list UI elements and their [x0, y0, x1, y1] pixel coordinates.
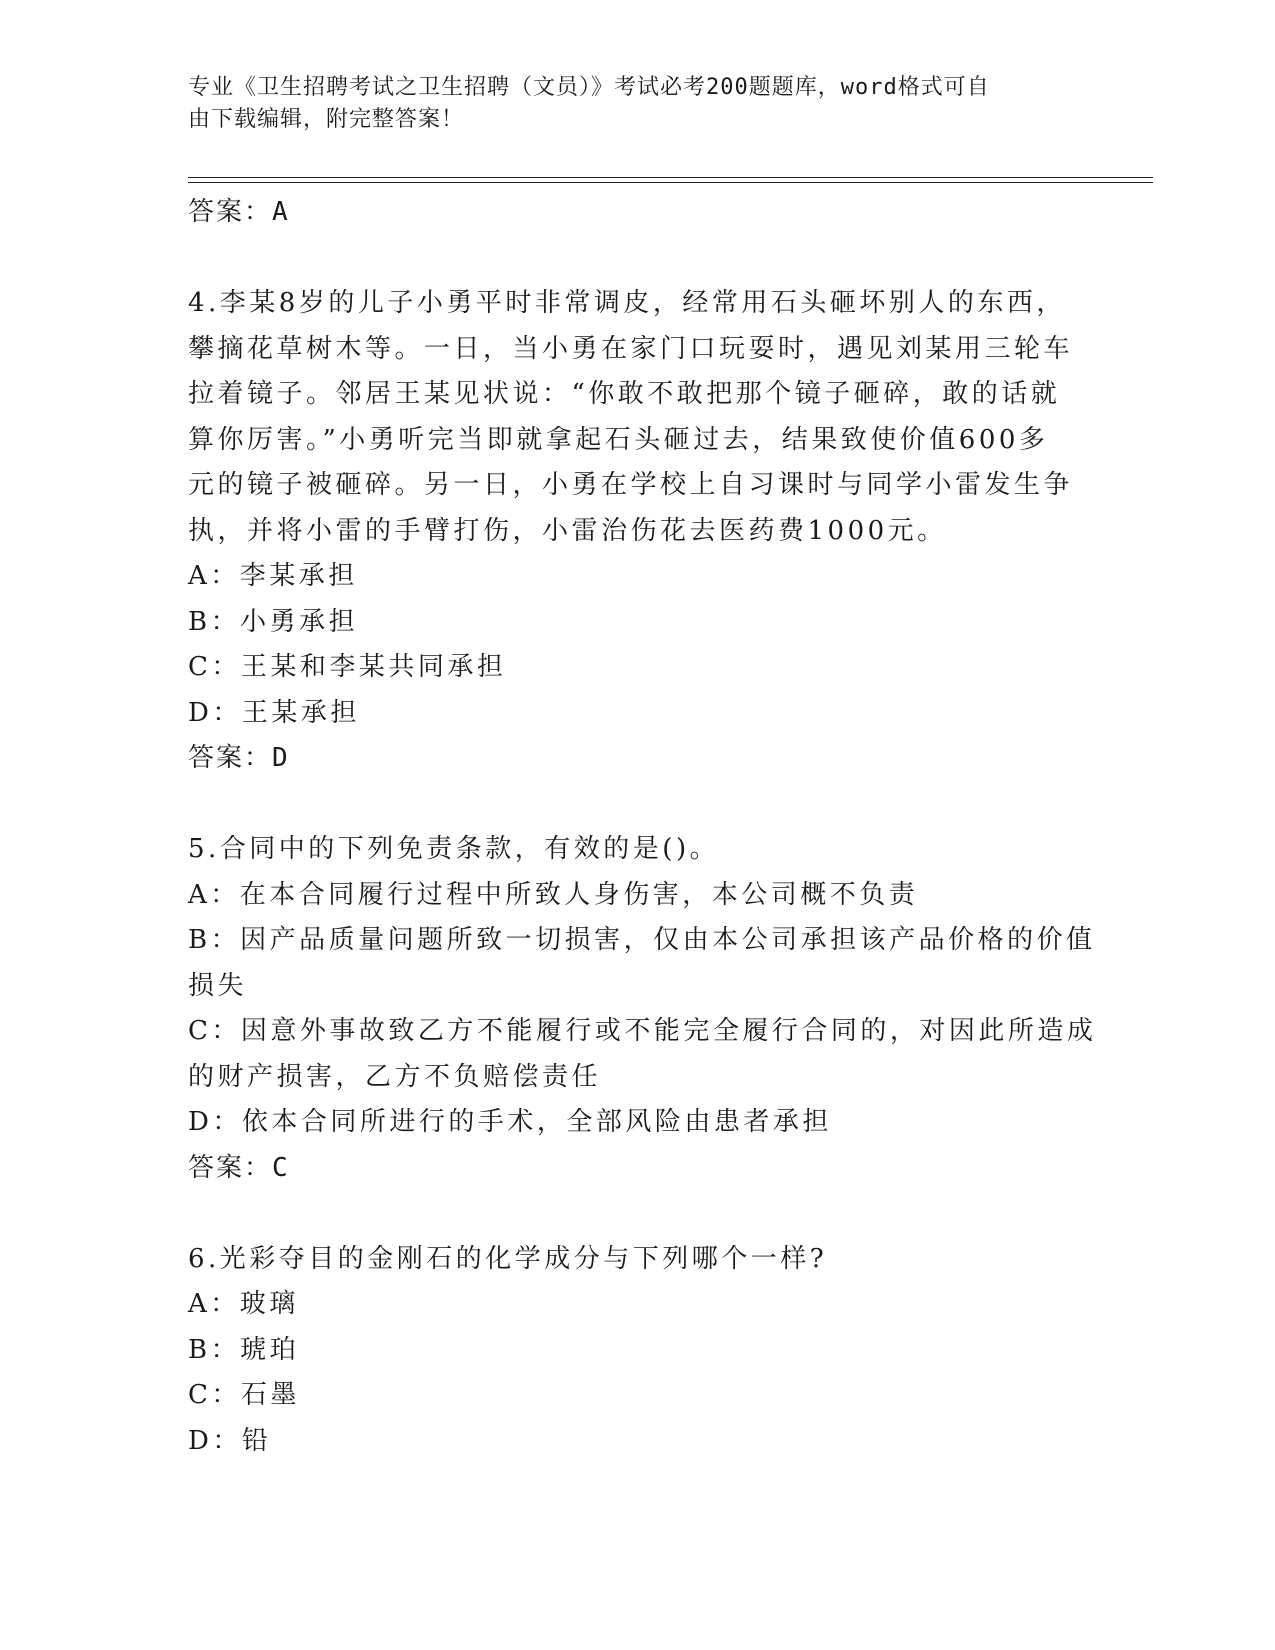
question-5-option-c: C：因意外事故致乙方不能履行或不能完全履行合同的，对因此所造成 [188, 1016, 1097, 1046]
spacer [188, 1191, 1088, 1237]
question-6-option-a: A：玻璃 [188, 1289, 299, 1319]
question-5-answer: 答案：C [188, 1152, 290, 1183]
spacer [188, 236, 1088, 282]
question-4-option-c: C：王某和李某共同承担 [188, 652, 507, 682]
question-4-option-a: A：李某承担 [188, 561, 358, 591]
question-4-option-b: B：小勇承担 [188, 606, 359, 637]
question-6 [188, 1237, 1088, 1465]
question-5-option-b-cont: 损失 [188, 970, 248, 1001]
question-5-option-c-cont: 的财产损害，乙方不负赔偿责任 [188, 1061, 602, 1092]
question-5-option-b: B：因产品质量问题所致一切损害，仅由本公司承担该产品价格的价值 [188, 925, 1096, 955]
question-4-line: 执，并将小雷的手臂打伤，小雷治伤花去医药费1000元。 [188, 515, 947, 546]
question-4-option-d: D：王某承担 [188, 697, 360, 728]
question-4-answer: 答案：D [188, 743, 290, 773]
question-5-option-d: D：依本合同所进行的手术，全部风险由患者承担 [188, 1107, 832, 1137]
question-4-line: 算你厉害。”小勇听完当即就拿起石头砸过去，结果致使价值600多 [188, 424, 1049, 455]
header-divider-top [188, 177, 1153, 178]
question-5-text: 5.合同中的下列免责条款，有效的是()。 [188, 834, 720, 864]
question-6-option-c: C：石墨 [188, 1380, 300, 1410]
question-4-line: 4.李某8岁的儿子小勇平时非常调皮，经常用石头砸坏别人的东西， [188, 288, 1066, 318]
question-5 [188, 827, 1097, 1191]
document-header [188, 72, 1068, 136]
document-body [188, 190, 1097, 1464]
header-line-1: 专业《卫生招聘考试之卫生招聘（文员）》考试必考200题题库，word格式可自 [188, 75, 990, 100]
question-5-option-a: A：在本合同履行过程中所致人身伤害，本公司概不负责 [188, 879, 919, 910]
header-divider-bottom [188, 182, 1153, 183]
question-6-option-d: D：铅 [188, 1425, 272, 1456]
spacer [188, 782, 1088, 828]
question-4-line: 元的镜子被砸碎。另一日，小勇在学校上自习课时与同学小雷发生争 [188, 470, 1074, 500]
question-4-line: 攀摘花草树木等。一日，当小勇在家门口玩耍时，遇见刘某用三轮车 [188, 333, 1074, 364]
question-6-option-b: B：琥珀 [188, 1334, 300, 1365]
header-line-2: 由下载编辑，附完整答案！ [188, 107, 465, 132]
question-4-line: 拉着镜子。邻居王某见状说：“你敢不敢把那个镜子砸碎，敢的话就 [188, 379, 1061, 409]
question-4 [188, 281, 1088, 782]
previous-answer: 答案：A [188, 197, 290, 227]
question-6-text: 6.光彩夺目的金刚石的化学成分与下列哪个一样? [188, 1243, 828, 1274]
